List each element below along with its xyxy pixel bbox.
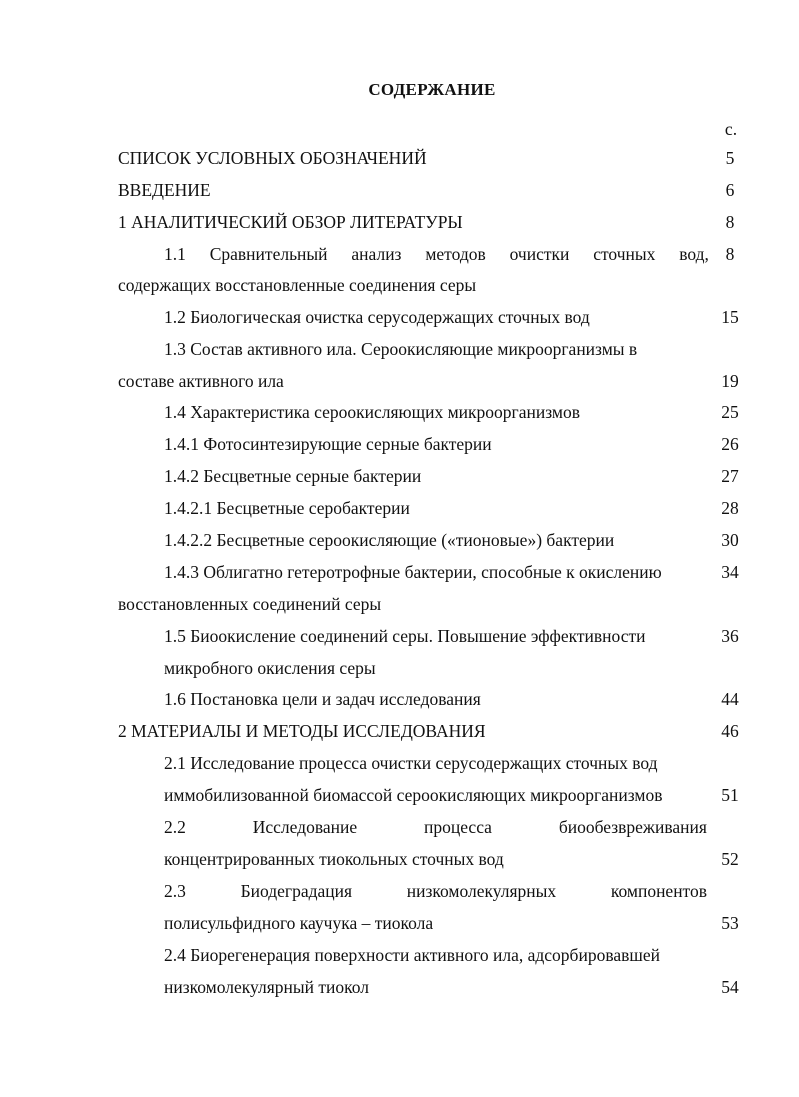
toc-word: вод, [679,244,709,264]
toc-entry-page: 36 [721,626,739,646]
toc-entry-text-continuation: полисульфидного каучука – тиокола [164,913,434,933]
toc-entry-page: 19 [721,371,739,391]
toc-word: 2.2 [164,817,186,837]
toc-entry-page: 53 [721,913,739,933]
toc-entry-text: 2.4 Биорегенерация поверхности активного ила, адсорбировавшей [164,945,660,965]
toc-entry-page: 5 [725,148,735,168]
toc-entry-text: СПИСОК УСЛОВНЫХ ОБОЗНАЧЕНИЙ [118,148,427,168]
toc-word: 2.3 [164,881,186,901]
toc-entry-text-continuation: микробного окисления серы [164,658,376,678]
toc-entry-justified-line [164,243,709,265]
toc-entry-text: 1.4.3 Облигатно гетеротрофные бактерии, способные к окислению [164,562,662,582]
toc-entry-text-continuation: низкомолекулярный тиокол [164,977,370,997]
toc-entry-page: 44 [721,689,739,709]
toc-entry-page: 46 [721,721,739,741]
toc-entry-text: 1.4.2.2 Бесцветные сероокисляющие («тионовые») бактерии [164,530,615,550]
toc-entry-page: 15 [721,307,739,327]
toc-entry-text-continuation: концентрированных тиокольных сточных вод [164,849,504,869]
toc-word: Исследование [252,817,358,837]
toc-entry-page: 26 [721,434,739,454]
toc-entry-text: 1.5 Биоокисление соединений серы. Повышение эффективности [164,626,646,646]
toc-entry-text: 1.4.1 Фотосинтезирующие серные бактерии [164,434,492,454]
toc-entry-text: 1.2 Биологическая очистка серусодержащих сточных вод [164,307,590,327]
toc-entry-page: 51 [721,785,739,805]
toc-entry-page: 30 [721,530,739,550]
page-column-label: с. [724,119,738,139]
toc-entry-text: 1.3 Состав активного ила. Сероокисляющие микроорганизмы в [164,339,638,359]
toc-entry-text: 1 АНАЛИТИЧЕСКИЙ ОБЗОР ЛИТЕРАТУРЫ [118,212,463,232]
toc-entry-page: 54 [721,977,739,997]
toc-entry-text-continuation: составе активного ила [118,371,284,391]
toc-word: Биодеградация [240,881,353,901]
toc-entry-text-continuation: содержащих восстановленные соединения серы [118,275,477,295]
toc-entry-page: 6 [725,180,735,200]
page-title: СОДЕРЖАНИЕ [368,80,496,99]
toc-entry-page: 8 [725,244,735,264]
toc-entry-text: 1.6 Постановка цели и задач исследования [164,689,481,709]
toc-entry-text: 2.1 Исследование процесса очистки серусодержащих сточных вод [164,753,658,773]
toc-entry-text: 1.4.2 Бесцветные серные бактерии [164,466,422,486]
toc-entry-text-continuation: иммобилизованной биомассой сероокисляющих микроорганизмов [164,785,663,805]
toc-entry-text: 1.4 Характеристика сероокисляющих микроорганизмов [164,402,580,422]
toc-entry-page: 34 [721,562,739,582]
toc-entry-text: ВВЕДЕНИЕ [118,180,211,200]
toc-word: процесса [424,817,492,837]
toc-entry-justified-line [164,816,707,838]
toc-entry-text: 2 МАТЕРИАЛЫ И МЕТОДЫ ИССЛЕДОВАНИЯ [118,721,486,741]
toc-entry-page: 8 [725,212,735,232]
toc-word: биообезвреживания [558,817,707,837]
toc-word: очистки [509,244,570,264]
toc-word: 1.1 [164,244,186,264]
toc-word: методов [425,244,486,264]
toc-entry-page: 25 [721,402,739,422]
toc-word: Сравнительный [209,244,328,264]
toc-word: низкомолекулярных [406,881,557,901]
toc-entry-justified-line [164,880,707,902]
toc-word: компонентов [610,881,707,901]
toc-entry-text: 1.4.2.1 Бесцветные серобактерии [164,498,410,518]
toc-word: анализ [351,244,402,264]
toc-word: сточных [593,244,656,264]
toc-entry-page: 27 [721,466,739,486]
toc-entry-text-continuation: восстановленных соединений серы [118,594,382,614]
toc-entry-page: 52 [721,849,739,869]
toc-entry-page: 28 [721,498,739,518]
